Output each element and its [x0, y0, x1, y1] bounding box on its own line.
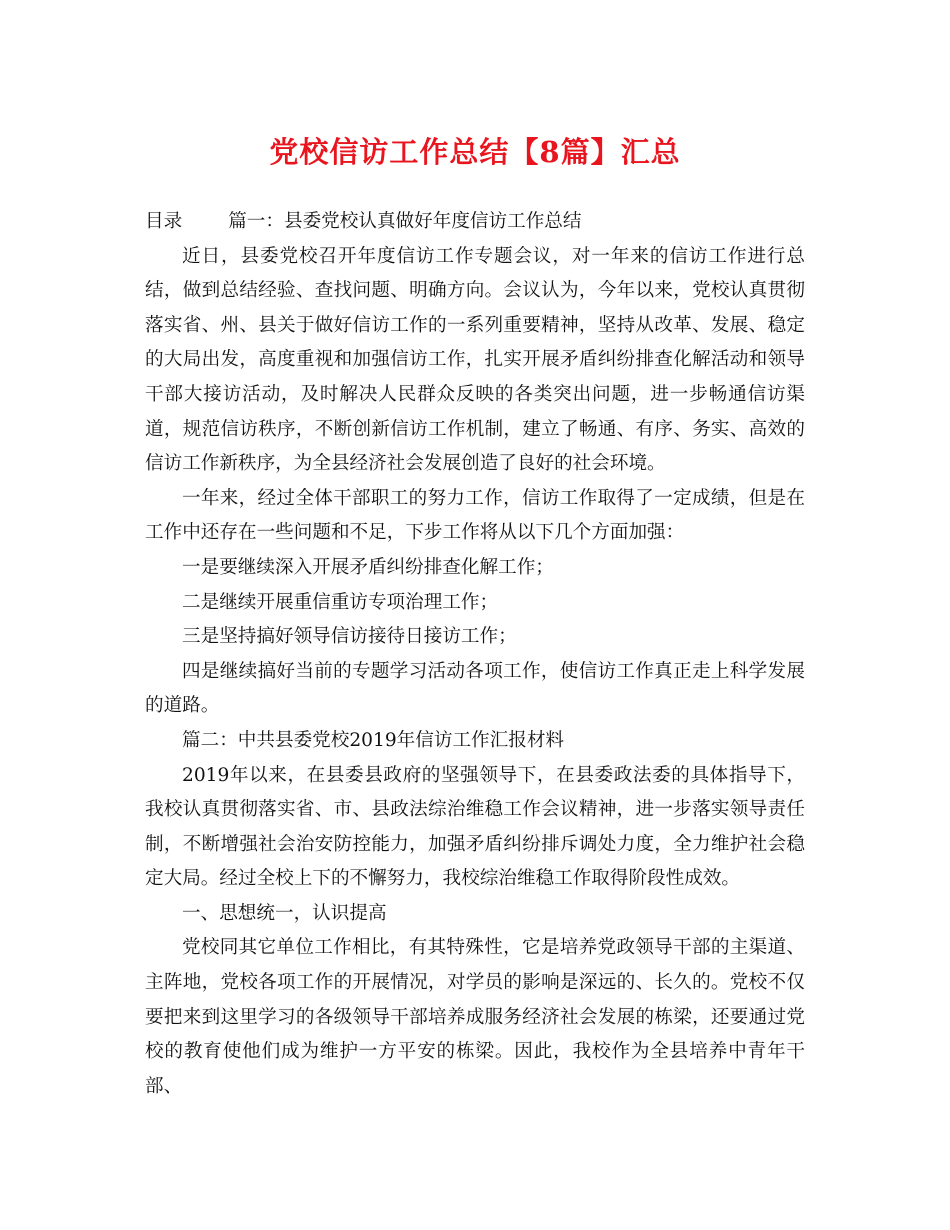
- paragraph: 二是继续开展重信重访专项治理工作；: [182, 591, 499, 613]
- paragraph: 2019年以来，在县委县政府的坚强领导下，在县委政法委的具体指导下，我校认真贯彻落实省、市、县政法综治维稳工作会议精神，进一步落实领导责任制，不断增强社会治安防控能力，加强矛盾纠纷排斥调处力度，全力维护社会稳定大局。经过全校上下的不懈努力，我校综治维稳工作取得阶段性成效。: [145, 764, 805, 890]
- toc-line: [145, 205, 805, 240]
- subsection-heading: 一、思想统一，认识提高: [182, 902, 387, 924]
- toc-first-item: 篇一：县委党校认真做好年度信访工作总结: [228, 211, 582, 232]
- document-body: [145, 205, 805, 1104]
- document-title: 党校信访工作总结【8篇】汇总: [269, 135, 681, 169]
- paragraph: 一是要继续深入开展矛盾纠纷排查化解工作；: [182, 556, 554, 578]
- paragraph: 一年来，经过全体干部职工的努力工作，信访工作取得了一定成绩，但是在工作中还存在一些问题和不足，下步工作将从以下几个方面加强：: [145, 487, 805, 544]
- paragraph: 四是继续搞好当前的专题学习活动各项工作，使信访工作真正走上科学发展的道路。: [145, 660, 805, 717]
- paragraph: 近日，县委党校召开年度信访工作专题会议，对一年来的信访工作进行总结，做到总结经验、查找问题、明确方向。会议认为，今年以来，党校认真贯彻落实省、州、县关于做好信访工作的一系列重要精神，坚持从改革、发展、稳定的大局出发，高度重视和加强信访工作，扎实开展矛盾纠纷排查化解活动和领导干部大接访活动，及时解决人民群众反映的各类突出问题，进一步畅通信访渠道，规范信访秩序，不断创新信访工作机制，建立了畅通、有序、务实、高效的信访工作新秩序，为全县经济社会发展创造了良好的社会环境。: [145, 245, 805, 475]
- section-heading: 篇二：中共县委党校2019年信访工作汇报材料: [182, 729, 565, 751]
- paragraph: 党校同其它单位工作相比，有其特殊性，它是培养党政领导干部的主渠道、主阵地，党校各项工作的开展情况，对学员的影响是深远的、长久的。党校不仅要把来到这里学习的各级领导干部培养成服务经济社会发展的栋梁，还要通过党校的教育使他们成为维护一方平安的栋梁。因此，我校作为全县培养中青年干部、: [145, 937, 805, 1097]
- toc-label: 目录: [145, 211, 183, 232]
- paragraph: 三是坚持搞好领导信访接待日接访工作；: [182, 626, 517, 648]
